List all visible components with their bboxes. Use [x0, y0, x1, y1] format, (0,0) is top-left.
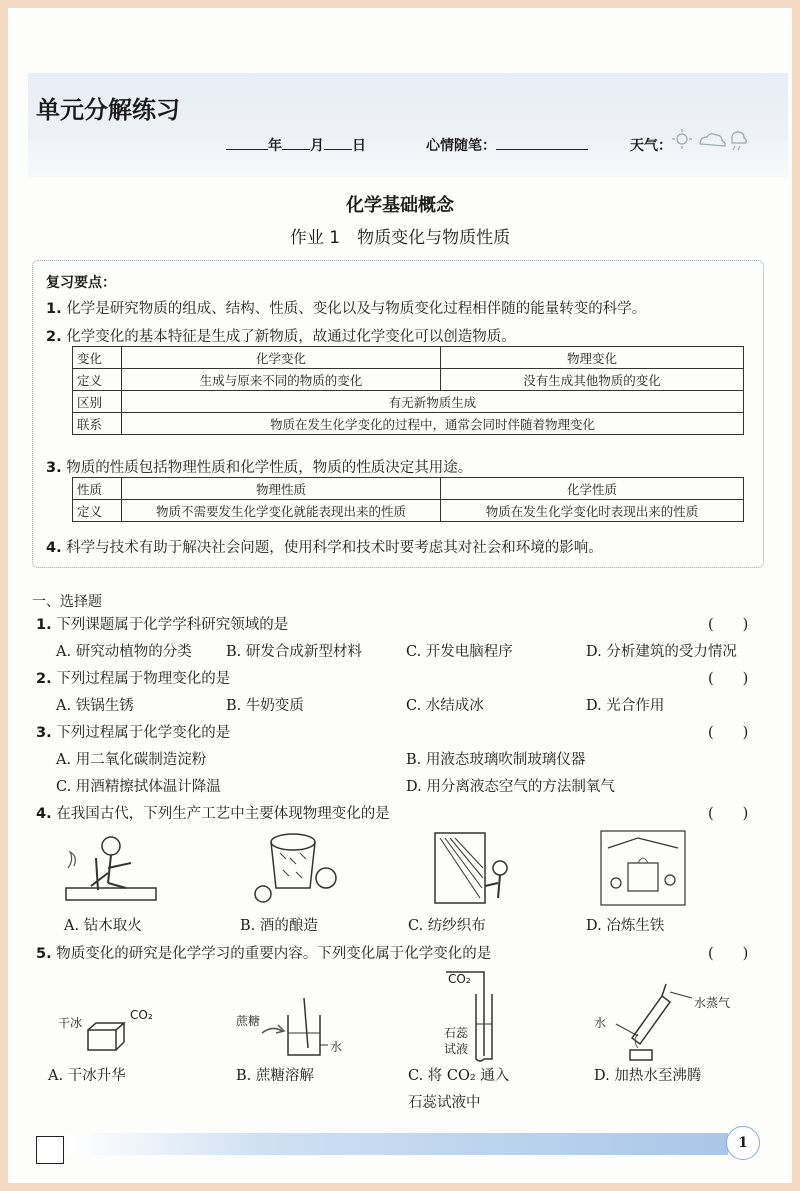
table-row	[73, 347, 744, 369]
answer-paren-5[interactable]: ( )	[708, 946, 749, 962]
page-number: 1	[726, 1126, 760, 1160]
option-2c[interactable]: C. 水结成冰	[406, 698, 484, 714]
point-text: 物质的性质包括物理性质和化学性质，物质的性质决定其用途。	[66, 460, 473, 476]
property-table	[72, 477, 744, 522]
footer-bar	[68, 1133, 728, 1155]
weather-icons	[672, 126, 762, 152]
question-text: 物质变化的研究是化学学习的重要内容。下列变化属于化学变化的是	[56, 946, 492, 962]
unit-title: 单元分解练习	[36, 96, 180, 124]
answer-paren-4[interactable]: ( )	[708, 806, 749, 822]
table-cell: 物理变化	[441, 347, 744, 369]
option-3b[interactable]: B. 用液态玻璃吹制玻璃仪器	[406, 752, 586, 768]
question-2	[36, 667, 230, 688]
main-title: 化学基础概念	[346, 195, 454, 216]
option-5c[interactable]: C. 将 CO₂ 通入	[408, 1068, 510, 1084]
change-table	[72, 346, 744, 435]
question-3	[36, 721, 230, 742]
question-text: 在我国古代，下列生产工艺中主要体现物理变化的是	[56, 806, 390, 822]
litmus-label-1: 石蕊	[444, 1026, 469, 1040]
question-number: 5.	[36, 946, 52, 962]
cloud-icon	[700, 134, 725, 146]
table-cell: 物质在发生化学变化时表现出来的性质	[441, 500, 744, 522]
table-cell: 变化	[73, 347, 122, 369]
question-text: 下列过程属于化学变化的是	[56, 725, 231, 741]
option-2d[interactable]: D. 光合作用	[586, 698, 665, 714]
review-point-1	[46, 297, 646, 318]
answer-paren-2[interactable]: ( )	[708, 671, 749, 687]
month-label: 月	[310, 138, 324, 154]
water-left-label: 水	[594, 1016, 607, 1030]
question-text: 下列过程属于物理变化的是	[56, 671, 231, 687]
question-number: 4.	[36, 806, 52, 822]
question-number: 3.	[36, 725, 52, 741]
review-point-4	[46, 536, 603, 557]
question-number: 1.	[36, 617, 52, 633]
question-5	[36, 942, 491, 963]
question-text: 下列课题属于化学学科研究领域的是	[56, 617, 289, 633]
litmus-label-2: 试液	[444, 1042, 469, 1056]
water-label: 水	[330, 1040, 343, 1054]
heating-water-illustration	[604, 978, 714, 1064]
table-cell: 联系	[73, 413, 122, 435]
co2-label: CO₂	[130, 1008, 153, 1022]
footer-checkbox[interactable]	[36, 1136, 64, 1164]
dry-ice-illustration	[80, 1020, 130, 1054]
point-text: 化学变化的基本特征是生成了新物质，故通过化学变化可以创造物质。	[66, 329, 516, 345]
question-number: 2.	[36, 671, 52, 687]
table-row	[73, 500, 744, 522]
option-1d[interactable]: D. 分析建筑的受力情况	[586, 644, 737, 660]
table-cell: 物质不需要发生化学变化就能表现出来的性质	[122, 500, 441, 522]
option-5d[interactable]: D. 加热水至沸腾	[594, 1068, 702, 1084]
sun-icon	[672, 129, 692, 149]
answer-paren-1[interactable]: ( )	[708, 617, 749, 633]
option-1c[interactable]: C. 开发电脑程序	[406, 644, 513, 660]
option-3a[interactable]: A. 用二氧化碳制造淀粉	[56, 752, 207, 768]
mood-blank[interactable]	[496, 135, 588, 150]
review-point-3	[46, 456, 472, 477]
co2-top-label: CO₂	[448, 972, 471, 986]
day-label: 日	[352, 138, 366, 154]
weather-label: 天气：	[630, 138, 672, 154]
weather-line	[630, 135, 672, 155]
sub-title: 作业 1 物质变化与物质性质	[289, 228, 511, 248]
option-5a[interactable]: A. 干冰升华	[48, 1068, 126, 1084]
table-row	[73, 369, 744, 391]
table-cell: 没有生成其他物质的变化	[441, 369, 744, 391]
table-row	[73, 391, 744, 413]
option-2a[interactable]: A. 铁锅生锈	[56, 698, 134, 714]
iron-smelting-illustration	[598, 828, 688, 908]
option-3c[interactable]: C. 用酒精擦拭体温计降温	[56, 779, 221, 795]
header-band	[28, 73, 788, 177]
spinning-weaving-illustration	[420, 828, 530, 908]
table-cell: 区别	[73, 391, 122, 413]
section-heading: 一、选择题	[32, 594, 102, 610]
option-4c[interactable]: C. 纺纱织布	[408, 918, 486, 934]
point-number: 3.	[46, 460, 62, 476]
sugar-label: 蔗糖	[236, 1014, 261, 1028]
table-row	[73, 413, 744, 435]
review-point-2	[46, 325, 516, 346]
drill-fire-illustration	[56, 828, 166, 908]
table-cell: 化学变化	[122, 347, 441, 369]
option-4d[interactable]: D. 冶炼生铁	[586, 918, 665, 934]
table-cell: 性质	[73, 478, 122, 500]
table-cell: 物质在发生化学变化的过程中，通常会同时伴随着物理变化	[122, 413, 744, 435]
date-line	[226, 135, 366, 155]
table-cell: 定义	[73, 500, 122, 522]
question-1	[36, 613, 288, 634]
day-blank[interactable]	[324, 135, 352, 150]
point-number: 2.	[46, 329, 62, 345]
dry-ice-label: 干冰	[58, 1016, 83, 1030]
point-number: 1.	[46, 301, 62, 317]
workbook-page	[8, 8, 792, 1183]
option-1b[interactable]: B. 研发合成新型材料	[226, 644, 362, 660]
year-label: 年	[268, 138, 282, 154]
point-text: 化学是研究物质的组成、结构、性质、变化以及与物质变化过程相伴随的能量转变的科学。	[66, 301, 647, 317]
table-row	[73, 478, 744, 500]
point-text: 科学与技术有助于解决社会问题，使用科学和技术时要考虑其对社会和环境的影响。	[66, 540, 603, 556]
steam-label: 水蒸气	[694, 996, 731, 1010]
mood-label: 心情随笔：	[426, 138, 496, 154]
option-5c-cont: 石蕊试液中	[408, 1095, 481, 1111]
month-blank[interactable]	[282, 135, 310, 150]
year-blank[interactable]	[226, 135, 268, 150]
point-number: 4.	[46, 540, 62, 556]
wine-brewing-illustration	[238, 828, 348, 908]
option-1a[interactable]: A. 研究动植物的分类	[56, 644, 192, 660]
rain-icon	[732, 132, 746, 150]
sugar-dissolving-illustration	[248, 993, 338, 1063]
table-cell: 有无新物质生成	[122, 391, 744, 413]
table-cell: 化学性质	[441, 478, 744, 500]
mood-line	[426, 135, 588, 155]
option-5b[interactable]: B. 蔗糖溶解	[236, 1068, 314, 1084]
option-4a[interactable]: A. 钻木取火	[64, 918, 142, 934]
table-cell: 物理性质	[122, 478, 441, 500]
table-cell: 定义	[73, 369, 122, 391]
question-4	[36, 802, 390, 823]
answer-paren-3[interactable]: ( )	[708, 725, 749, 741]
option-2b[interactable]: B. 牛奶变质	[226, 698, 304, 714]
table-cell: 生成与原来不同的物质的变化	[122, 369, 441, 391]
option-4b[interactable]: B. 酒的酿造	[240, 918, 318, 934]
review-heading: 复习要点：	[46, 275, 116, 291]
option-3d[interactable]: D. 用分离液态空气的方法制氧气	[406, 779, 615, 795]
